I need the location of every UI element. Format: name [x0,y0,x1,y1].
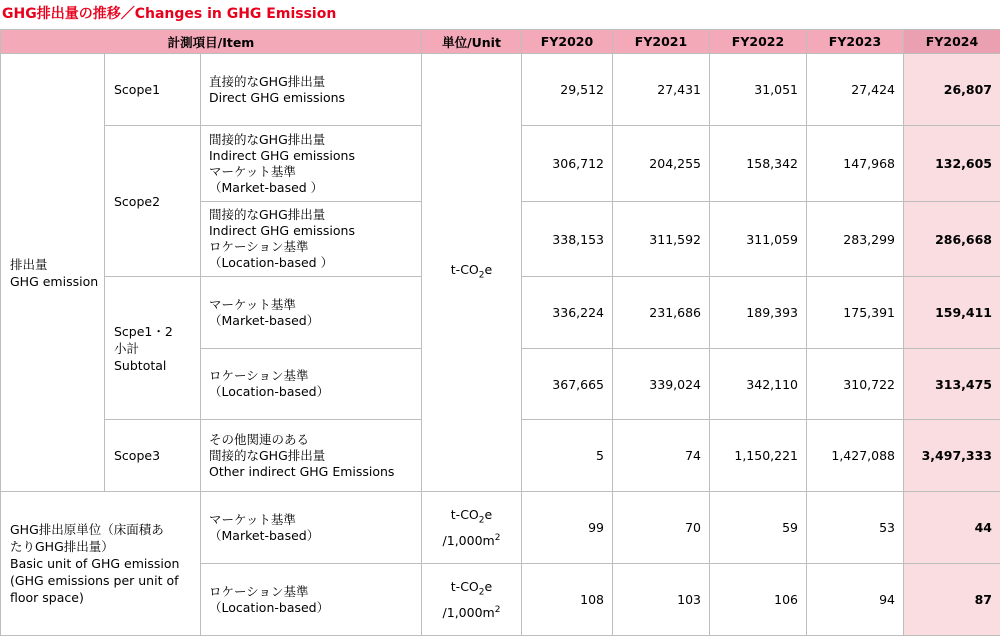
value-cell: 147,968 [807,126,904,202]
value-cell: 74 [613,420,710,492]
value-cell: 367,665 [522,349,613,420]
scope2-location-description: 間接的なGHG排出量 Indirect GHG emissions ロケーション基準 （Location-based ） [201,202,422,277]
year-header-fy2020: FY2020 [522,30,613,54]
table-row [1,54,1000,126]
year-header-fy2021: FY2021 [613,30,710,54]
value-cell: 106 [710,564,807,636]
value-cell: 306,712 [522,126,613,202]
value-cell-latest: 132,605 [904,126,1000,202]
year-header-fy2023: FY2023 [807,30,904,54]
value-cell: 189,393 [710,277,807,349]
value-cell: 336,224 [522,277,613,349]
value-cell: 231,686 [613,277,710,349]
value-cell: 27,431 [613,54,710,126]
value-cell: 70 [613,492,710,564]
value-cell: 204,255 [613,126,710,202]
subtotal-market-description: マーケット基準 （Market-based） [201,277,422,349]
intensity-market-description: マーケット基準 （Market-based） [201,492,422,564]
value-cell-latest: 159,411 [904,277,1000,349]
table-row [1,492,1000,564]
value-cell: 311,592 [613,202,710,277]
scope1-description: 直接的なGHG排出量 Direct GHG emissions [201,54,422,126]
value-cell-latest: 3,497,333 [904,420,1000,492]
value-cell: 53 [807,492,904,564]
value-cell: 59 [710,492,807,564]
item-header: 計測項目/Item [1,30,422,54]
intensity-unit: $t-CO_2e$ $/1,000m^2$ [422,492,522,564]
intensity-unit: $t-CO_2e$ $/1,000m^2$ [422,564,522,636]
table-header-row [1,30,1000,54]
value-cell: 103 [613,564,710,636]
value-cell: 5 [522,420,613,492]
intensity-category: GHG排出原単位（床面積あ たりGHG排出量） Basic unit of GHG emission (GHG emissions per unit of floor space) [1,492,201,636]
value-cell: 339,024 [613,349,710,420]
value-cell-latest: 87 [904,564,1000,636]
scope2-market-description: 間接的なGHG排出量 Indirect GHG emissions マーケット基準 （Market-based ） [201,126,422,202]
value-cell: 27,424 [807,54,904,126]
value-cell: 342,110 [710,349,807,420]
value-cell: 1,427,088 [807,420,904,492]
intensity-location-description: ロケーション基準 （Location-based） [201,564,422,636]
value-cell: 99 [522,492,613,564]
value-cell: 108 [522,564,613,636]
value-cell: 31,051 [710,54,807,126]
year-header-fy2022: FY2022 [710,30,807,54]
subtotal-location-description: ロケーション基準 （Location-based） [201,349,422,420]
subtotal-label: Scpe1・2 小計 Subtotal [105,277,201,420]
page-title: GHG排出量の推移／Changes in GHG Emission [2,6,337,22]
emissions-unit: $t-CO_2e$ [422,54,522,492]
year-header-fy2024: FY2024 [904,30,1000,54]
value-cell: 175,391 [807,277,904,349]
scope2-label: Scope2 [105,126,201,277]
value-cell: 283,299 [807,202,904,277]
value-cell: 311,059 [710,202,807,277]
emissions-category: 排出量 GHG emission [1,54,105,492]
value-cell-latest: 26,807 [904,54,1000,126]
value-cell: 158,342 [710,126,807,202]
scope3-description: その他関連のある 間接的なGHG排出量 Other indirect GHG Emissions [201,420,422,492]
value-cell: 1,150,221 [710,420,807,492]
ghg-emission-table [0,29,1000,636]
unit-header: 単位/Unit [422,30,522,54]
scope1-label: Scope1 [105,54,201,126]
value-cell-latest: 286,668 [904,202,1000,277]
value-cell: 94 [807,564,904,636]
value-cell: 338,153 [522,202,613,277]
scope3-label: Scope3 [105,420,201,492]
value-cell-latest: 313,475 [904,349,1000,420]
value-cell-latest: 44 [904,492,1000,564]
value-cell: 310,722 [807,349,904,420]
value-cell: 29,512 [522,54,613,126]
